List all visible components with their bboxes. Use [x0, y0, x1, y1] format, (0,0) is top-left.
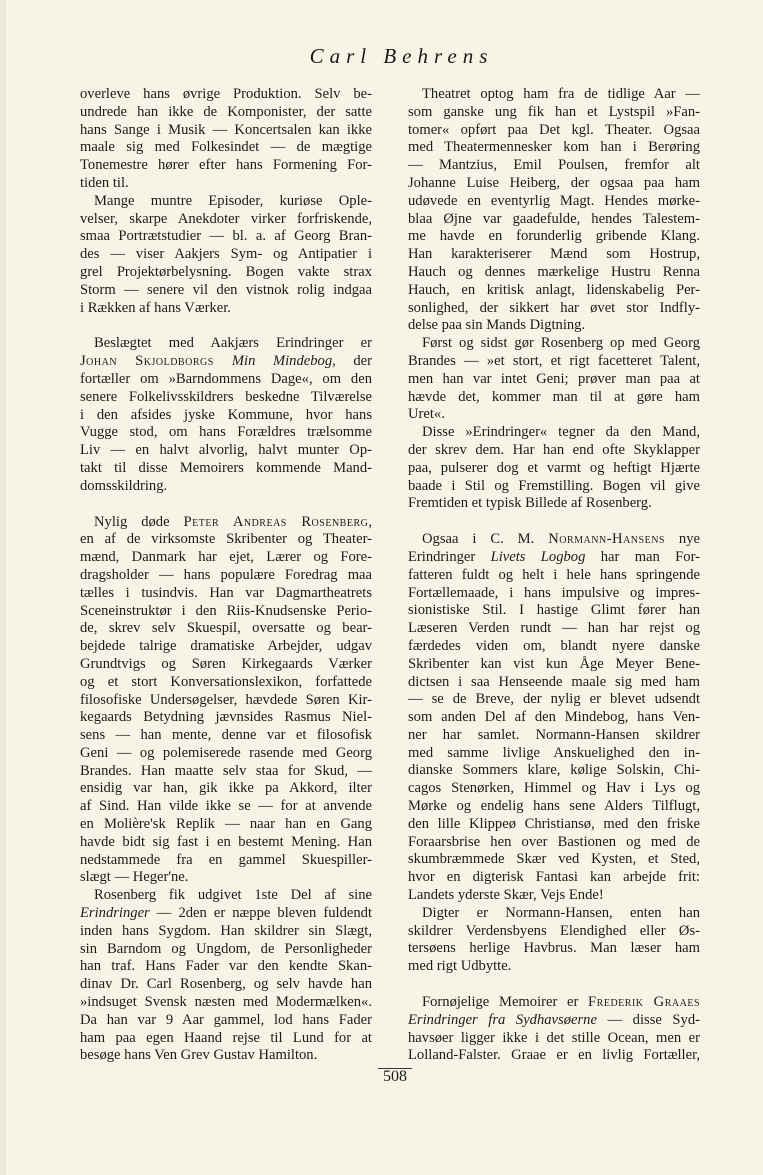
book-title: Min Mindebog: [231, 353, 333, 370]
text-line: grel Projektørbelysning. Bogen vakte strax: [80, 263, 372, 280]
text-line: baade i Stil og Fremstilling. Bogen vil give: [408, 477, 700, 494]
text-line: Hauch, en kritisk anlagt, lidenskabelig Per-: [408, 281, 700, 298]
paragraph: [80, 193, 372, 318]
book-title: Erindringer fra Sydhavsøerne: [408, 1011, 597, 1028]
text-line: den lille Klippeø Christiansø, med den friske: [408, 815, 700, 832]
text-line: men han var intet Geni; prøver man paa at: [408, 370, 700, 387]
text-line: slægt — Heger'ne.: [80, 869, 189, 886]
text-line: af Sind. Han vilde ikke se — for at anvende: [80, 798, 372, 815]
text-line: [80, 905, 372, 923]
right-column: [408, 86, 700, 1065]
text-line: Digter er Normann-Hansen, enten han: [422, 904, 700, 921]
author-name: Normann-Hansens: [548, 531, 665, 548]
author-name: Johan Skjoldborgs: [80, 353, 232, 370]
author-name: Peter Andreas Rosenberg: [183, 513, 369, 530]
text-line: hans Sange i Musik — Koncertsalen kan ikke: [80, 121, 372, 138]
text-line: undrede han ikke de Komponister, der satte: [80, 103, 372, 120]
text-line: Beslægtet med Aakjærs Erindringer er: [94, 335, 372, 352]
text-line: udøvede en eventyrlig Magt. Hendes mørke-: [408, 192, 700, 209]
text-line: Brandes. Han maatte selv staa for Skud, —: [80, 762, 372, 779]
text-line: tersøens herlige Havbrus. Man læser ham: [408, 940, 700, 957]
text-line: filosofiske Undersøgelser, hævdede Søren Kir-: [80, 691, 372, 708]
text-line: kegaards Betydning jævnsides Rasmus Niel-: [80, 709, 372, 726]
text-line: dinav Dr. Carl Rosenberg, og selv havde han: [80, 976, 372, 993]
text-segment: Nylig døde: [94, 513, 184, 530]
text-line: med rigt Udbytte.: [408, 958, 512, 975]
text-line: Fremtiden et typisk Billede af Rosenberg.: [408, 495, 652, 512]
text-line: [408, 531, 700, 549]
text-line: de, skrev selv Skuespil, oversatte og bear-: [80, 620, 372, 637]
text-line: en af de virksomste Skribenter og Theater-: [80, 531, 372, 548]
text-line: fatteren fuldt og helt i hele hans springende: [408, 566, 700, 583]
text-line: der skrev dem. Har han end ofte Skyklapper: [408, 441, 700, 458]
text-line: dictsen i saa Henseende maale sig med ham: [408, 673, 700, 690]
text-line: takt til disse Memoirers kommende Mand-: [80, 459, 372, 476]
text-segment: — disse Syd-: [596, 1011, 701, 1028]
running-head: Carl Behrens: [309, 44, 494, 68]
text-line: i Rækken af hans Værker.: [80, 299, 231, 316]
text-line: han traf. Hans Fader var den kendte Skan-: [80, 958, 372, 975]
text-line: — se de Breve, der nylig er blevet udsendt: [408, 691, 700, 708]
text-line: »indsuget Svensk næsten med Modermælken«.: [80, 994, 372, 1011]
text-line: med samme livlige Anskuelighed den in-: [408, 744, 700, 761]
text-line: inden hans Sygdom. Han skildrer sin Slægt,: [80, 922, 372, 939]
text-line: Rosenberg fik udgivet 1ste Del af sine: [94, 887, 372, 904]
text-line: Lolland-Falster. Graae er en livlig Fortæller,: [408, 1047, 700, 1064]
text-line: Læseren Verden rundt — han har rejst og: [408, 620, 700, 637]
text-segment: , der: [332, 353, 372, 370]
paragraph: [408, 905, 700, 976]
text-line: bejdede talrige dramatiske Arbejder, udgav: [80, 638, 372, 655]
page-edge: [0, 0, 6, 1175]
text-line: nedstammede fra en gammel Skuespiller-: [80, 851, 372, 868]
text-line: ensidig var han, gik ikke pa Akkord, ilter: [80, 780, 372, 797]
text-line: Uret«.: [408, 406, 445, 423]
text-line: Mange muntre Episoder, kuriøse Ople-: [94, 192, 372, 209]
text-line: paa, pulserer dog et varmt og heftigt Hjærte: [408, 459, 700, 476]
text-line: med Theatermennesker kom han i Berøring: [408, 139, 700, 156]
text-line: ner har samlet. Normann-Hansen skildrer: [408, 726, 700, 743]
paragraph: [408, 994, 700, 1065]
text-line: Storm — senere vil den vistnok rolig indgaa: [80, 281, 372, 298]
left-column: [80, 86, 372, 1065]
text-line: — Mantzius, Emil Poulsen, fremfor alt: [408, 157, 700, 174]
paragraph: [408, 335, 700, 424]
text-line: dragsholder — hans populære Foredrag maa: [80, 566, 372, 583]
book-title: Livets Logbog: [490, 548, 586, 565]
text-line: domsskildring.: [80, 477, 168, 494]
text-segment: ,: [368, 513, 372, 530]
text-line: Liv — en halvt alvorlig, halvt munter Op-: [80, 442, 372, 459]
text-line: som ganske ung fik han et Lystspil »Fan-: [408, 103, 700, 120]
text-line: besøge hans Ven Grev Gustav Hamilton.: [80, 1047, 318, 1064]
text-line: skildrer Verdensbyens Elendighed eller Øs-: [408, 922, 700, 939]
text-line: delse paa sin Mands Digtning.: [408, 317, 586, 334]
text-line: havde bidt sig fast i en bestemt Mening. Han: [80, 833, 372, 850]
text-line: tomer« opført paa Det kgl. Theater. Ogsaa: [408, 121, 700, 138]
text-line: Først og sidst gør Rosenberg op med Georg: [422, 335, 700, 352]
text-line: Disse »Erindringer« tegner da den Mand,: [422, 424, 700, 441]
text-line: Geni — og polemiserede rasende med Georg: [80, 744, 372, 761]
text-line: me havde en forunderlig gribende Klang.: [408, 228, 700, 245]
text-line: smaa Portrætstudier — bl. a. af Georg Bran-: [80, 228, 372, 245]
text-line: des — viser Aakjers Sym- og Antipatier i: [80, 246, 372, 263]
text-line: [408, 1012, 700, 1030]
text-line: overleve hans øvrige Produktion. Selv be-: [80, 86, 372, 102]
text-segment: har man For-: [585, 548, 701, 565]
text-line: i den afsides jyske Kommune, hvor hans: [80, 406, 372, 423]
text-line: sens — han mente, denne var et filosofisk: [80, 727, 372, 744]
text-line: Skribenter kan vist kun Åge Meyer Bene-: [408, 655, 700, 672]
text-line: Hauch og dennes mærkelige Hustru Renna: [408, 263, 700, 280]
text-line: maale sig med Folkesindet — de mægtige: [80, 139, 372, 156]
text-line: Johanne Luise Heiberg, der ogsaa paa ham: [408, 174, 700, 191]
text-line: færdedes viden om, blandt nyere danske: [408, 637, 700, 654]
text-line: Theatret optog ham fra de tidlige Aar —: [422, 86, 700, 102]
text-line: tiden til.: [80, 174, 129, 191]
text-line: Han karakteriserer Mænd som Hostrup,: [408, 246, 700, 263]
text-line: Da han var 9 Aar gammel, lod hans Fader: [80, 1011, 372, 1028]
text-line: dianske Sommers klare, kølige Solskin, Chi-: [408, 762, 700, 779]
text-line: velser, skarpe Anekdoter virker forfriskende,: [80, 210, 372, 227]
text-line: sonlighed, der sikkert har øvet stor Indfly-: [408, 299, 700, 316]
text-line: fortæller om »Barndommens Dage«, om den: [80, 370, 372, 387]
text-segment: Fornøjelige Memoirer er: [422, 994, 589, 1011]
text-line: [408, 994, 700, 1012]
paragraph: [80, 335, 372, 495]
text-segment: nye: [665, 531, 700, 548]
text-line: [408, 549, 700, 567]
text-line: tælles i tusindvis. Han var Dagmartheatrets: [80, 584, 372, 601]
text-line: Sceneinstruktør i den Riis-Knudsenske Perio-: [80, 602, 372, 619]
paragraph: [80, 887, 372, 1065]
text-line: ham paa egen Haand rejse til Lund for at: [80, 1029, 372, 1046]
text-line: blaa Øjne var gaadefulde, hendes Talestem-: [408, 210, 700, 227]
page-number: 508: [383, 1068, 407, 1085]
book-title: Erindringer: [80, 905, 150, 922]
paragraph: [408, 86, 700, 335]
text-line: Tonemestre hører efter hans Formening For-: [80, 157, 372, 174]
text-line: [80, 353, 372, 371]
text-line: Mørke og endelig hans sene Alders Tilflugt,: [408, 798, 700, 815]
text-line: hævde det, kommer man til at gøre ham: [408, 388, 700, 405]
text-line: [80, 514, 372, 532]
text-line: skumbræmmede Skær ved Kysten, et Sted,: [408, 851, 700, 868]
paragraph: [408, 531, 700, 905]
text-line: senere Folkelivsskildrers beskedne Tilværelse: [80, 388, 372, 405]
text-line: og et stort Konversationslexikon, forfattede: [80, 673, 372, 690]
text-segment: — 2den er næppe bleven fuldendt: [149, 905, 372, 922]
text-line: sionistiske Stil. I hastige Glimt fører han: [408, 602, 700, 619]
text-line: hvor en digterisk Fantasi kan arbejde frit:: [408, 869, 700, 886]
paragraph: [408, 424, 700, 513]
text-line: cagos Stenørken, Himmel og Hav i Lys og: [408, 780, 700, 797]
text-line: sin Barndom og Ungdom, de Personligheder: [80, 940, 372, 957]
text-line: Brandes — »et stort, et rigt facetteret Talent,: [408, 352, 700, 369]
text-line: mænd, Danmark har ejet, Lærer og Fore-: [80, 549, 372, 566]
text-line: havsøer ligger ikke i det stille Ocean, men er: [408, 1029, 700, 1046]
text-line: Foraarsbrise hen over Bastionen og med de: [408, 833, 700, 850]
text-segment: Erindringer: [408, 548, 491, 565]
text-line: Grundtvigs og Søren Kirkegaards Værker: [80, 655, 372, 672]
text-line: en Molière'sk Replik — naar han en Gang: [80, 816, 372, 833]
text-line: Vugge stod, om hans Forældres trælsomme: [80, 424, 372, 441]
text-line: Fortællemaade, i hans impulsive og impres-: [408, 584, 700, 601]
text-segment: Ogsaa i C. M.: [422, 531, 549, 548]
paragraph: [80, 514, 372, 888]
author-name: Frederik Graaes: [588, 994, 701, 1011]
text-line: som anden Del af den Mindebog, hans Ven-: [408, 709, 700, 726]
text-line: Landets yderste Skær, Vejs Ende!: [408, 887, 604, 904]
paragraph: [80, 86, 372, 193]
